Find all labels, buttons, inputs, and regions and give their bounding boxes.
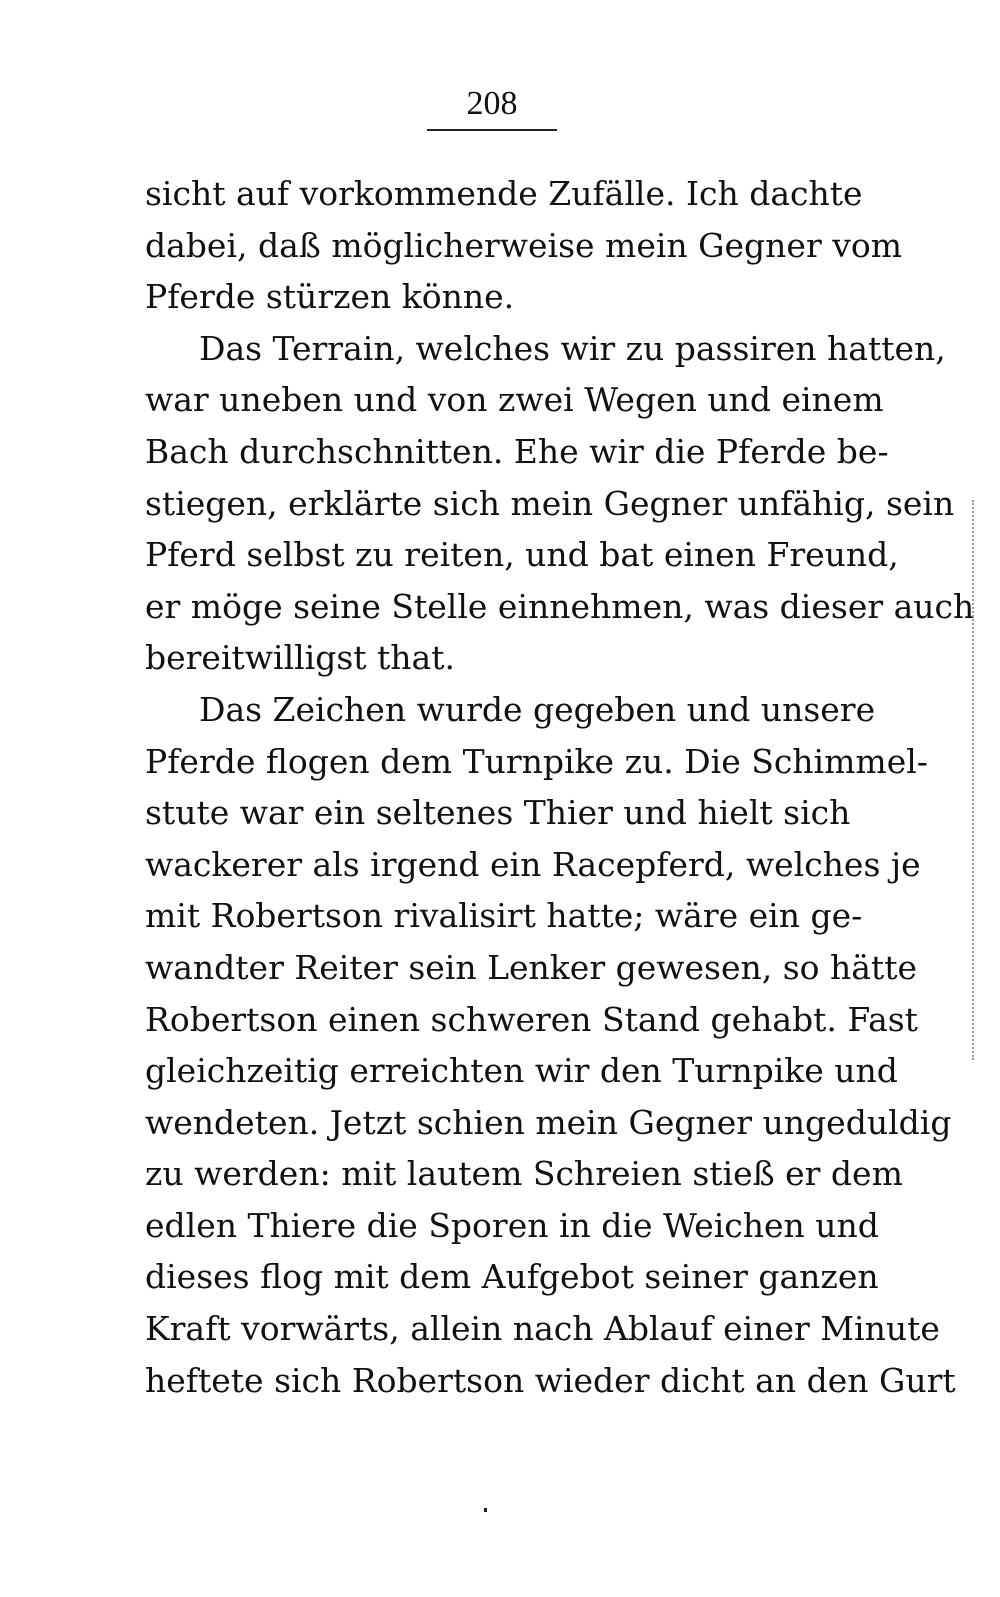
text-line: Pferd selbst zu reiten, und bat einen Freund, [145, 535, 899, 575]
text-line: bereitwilligst that. [145, 638, 455, 678]
text-line: wackerer als irgend ein Racepferd, welches je [145, 844, 921, 884]
text-line: Pferde stürzen könne. [145, 277, 515, 317]
scan-speck [484, 1508, 487, 1512]
text-line: stiegen, erklärte sich mein Gegner unfähig, sein [145, 483, 955, 523]
text-line: er möge seine Stelle einnehmen, was dieser auch [145, 586, 975, 626]
text-line: dieses flog mit dem Aufgebot seiner ganzen [145, 1257, 879, 1297]
body-text [145, 168, 975, 1406]
text-line: Kraft vorwärts, allein nach Ablauf einer Minute [145, 1309, 940, 1349]
text-line: war uneben und von zwei Wegen und einem [145, 380, 884, 420]
text-line: mit Robertson rivalisirt hatte; wäre ein ge- [145, 896, 863, 936]
text-line: zu werden: mit lautem Schreien stieß er dem [145, 1154, 903, 1194]
text-line: stute war ein seltenes Thier und hielt sich [145, 793, 851, 833]
page-number: 208 [466, 85, 518, 122]
text-line: dabei, daß möglicherweise mein Gegner vom [145, 225, 903, 265]
scan-margin-mark [972, 500, 974, 1060]
text-line: Pferde flogen dem Turnpike zu. Die Schimmel- [145, 741, 928, 781]
text-line: wandter Reiter sein Lenker gewesen, so hätte [145, 947, 917, 987]
text-line: gleichzeitig erreichten wir den Turnpike und [145, 1051, 898, 1091]
text-line: Robertson einen schweren Stand gehabt. Fast [145, 999, 918, 1039]
page-number-rule [427, 129, 557, 131]
paragraph-start-line: Das Terrain, welches wir zu passiren hatten, [199, 328, 946, 368]
text-line: wendeten. Jetzt schien mein Gegner ungeduldig [145, 1102, 952, 1142]
text-line: edlen Thiere die Sporen in die Weichen und [145, 1205, 879, 1245]
text-line: heftete sich Robertson wieder dicht an den Gurt [145, 1360, 956, 1400]
paragraph-start-line: Das Zeichen wurde gegeben und unsere [199, 689, 876, 729]
text-line: sicht auf vorkommende Zufälle. Ich dachte [145, 174, 863, 213]
text-line: Bach durchschnitten. Ehe wir die Pferde be- [145, 431, 889, 471]
